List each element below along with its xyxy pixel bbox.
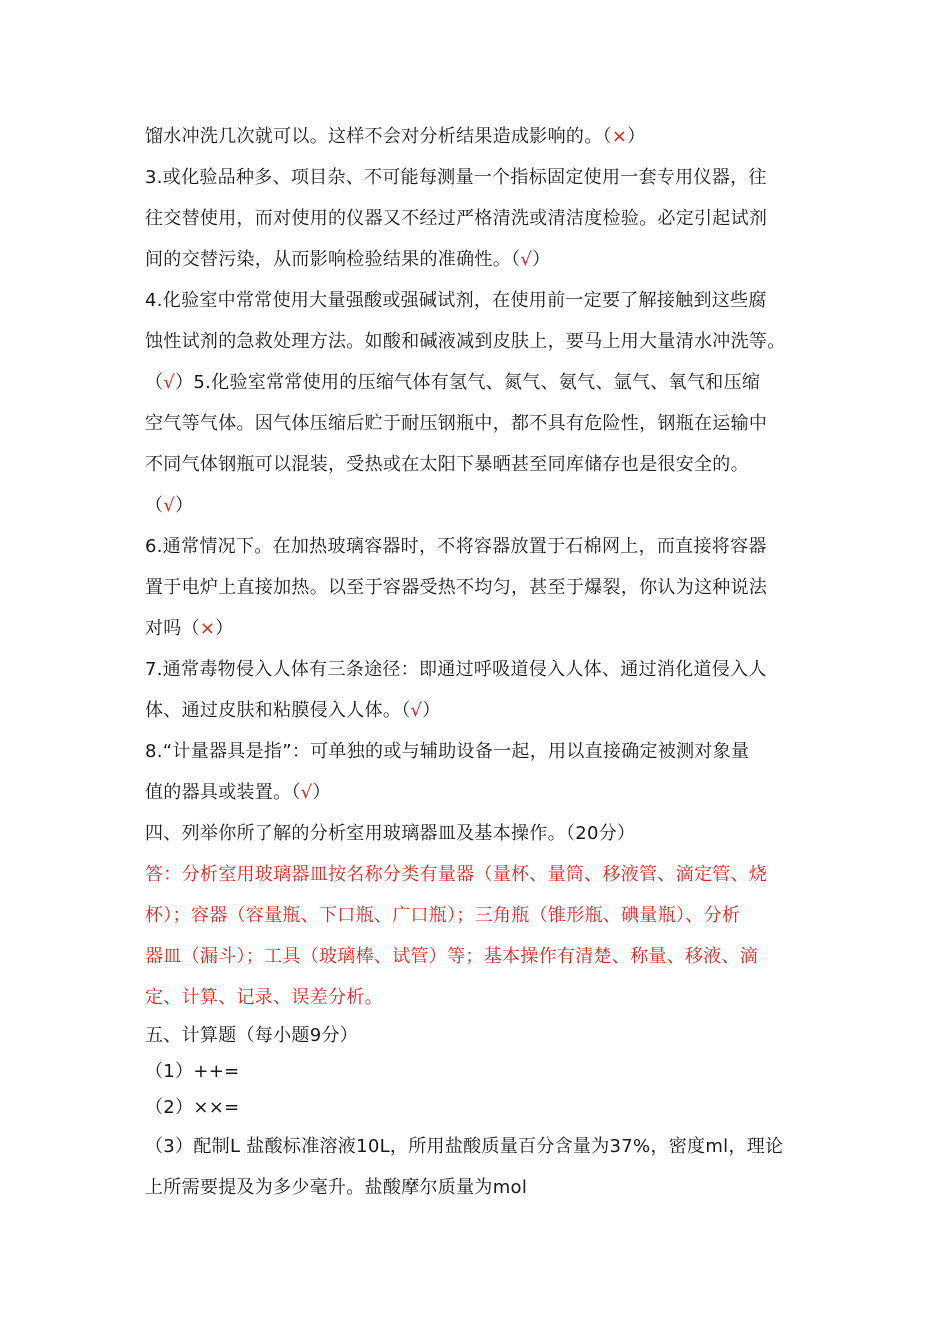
line-text: 3.或化验品种多、项目杂、不可能每测量一个指标固定使用一套专用仪器，往 bbox=[145, 167, 767, 188]
calc-question-3-line-1: （3）配制L 盐酸标准溶液10L，所用盐酸质量百分含量为37%，密度ml，理论 bbox=[145, 1136, 784, 1157]
line-text: 6.通常情况下。在加热玻璃容器时，不将容器放置于石棉网上，而直接将容器 bbox=[145, 536, 767, 557]
text-line bbox=[145, 239, 825, 280]
answer-line: 器皿（漏斗）；工具（玻璃棒、试管）等；基本操作有清楚、称量、移液、滴 bbox=[145, 946, 759, 967]
line-text: 对吗（ bbox=[145, 618, 200, 639]
check-mark: √ bbox=[163, 372, 176, 393]
line-text-after: ） bbox=[532, 249, 551, 270]
line-text: 置于电炉上直接加热。以至于容器受热不均匀，甚至于爆裂，你认为这种说法 bbox=[145, 577, 768, 598]
line-text-after: ） bbox=[175, 495, 194, 516]
calc-question-3-line-2: 上所需要提及为多少毫升。盐酸摩尔质量为mol bbox=[145, 1177, 528, 1198]
line-text: 值的器具或装置。（ bbox=[145, 782, 301, 803]
text-line bbox=[145, 403, 825, 444]
line-text: （ bbox=[145, 495, 164, 516]
cross-mark: × bbox=[199, 618, 216, 639]
answer-line: 杯）；容器（容量瓶、下口瓶、广口瓶）；三角瓶（锥形瓶、碘量瓶）、分析 bbox=[145, 905, 741, 926]
line-text: （ bbox=[145, 372, 164, 393]
line-text-after: ） bbox=[312, 782, 331, 803]
answer-line: 定、计算、记录、误差分析。 bbox=[145, 987, 383, 1008]
section5-title: 五、计算题（每小题9分） bbox=[145, 1025, 359, 1046]
text-line bbox=[145, 280, 825, 321]
text-line bbox=[145, 116, 825, 157]
line-text: 往交替使用，而对使用的仪器又不经过严格清洗或清洁度检验。必定引起试剂 bbox=[145, 208, 768, 229]
text-line bbox=[145, 485, 825, 526]
check-mark: √ bbox=[410, 700, 423, 721]
text-line bbox=[145, 444, 825, 485]
text-line bbox=[145, 690, 825, 731]
answer-block bbox=[145, 854, 825, 1018]
line-text-after: ） bbox=[627, 126, 646, 147]
text-line bbox=[145, 362, 825, 403]
line-text: 空气等气体。因气体压缩后贮于耐压钢瓶中，都不具有危险性，钢瓶在运输中 bbox=[145, 413, 768, 434]
line-text: 蚀性试剂的急救处理方法。如酸和碱液减到皮肤上，要马上用大量清水冲洗等。 bbox=[145, 331, 786, 352]
text-line bbox=[145, 608, 825, 649]
check-mark: √ bbox=[163, 495, 176, 516]
line-text: 四、列举你所了解的分析室用玻璃器皿及基本操作。（20分） bbox=[145, 823, 636, 844]
line-text: 4.化验室中常常使用大量强酸或强碱试剂，在使用前一定要了解接触到这些腐 bbox=[145, 290, 767, 311]
check-mark: √ bbox=[300, 782, 313, 803]
text-line bbox=[145, 649, 825, 690]
text-line bbox=[145, 157, 825, 198]
line-text: 不同气体钢瓶可以混装，受热或在太阳下暴晒甚至同库储存也是很安全的。 bbox=[145, 454, 749, 475]
text-line bbox=[145, 731, 825, 772]
line-text: 间的交替污染，从而影响检验结果的准确性。（ bbox=[145, 249, 521, 270]
text-line bbox=[145, 772, 825, 813]
text-line bbox=[145, 526, 825, 567]
text-line bbox=[145, 321, 825, 362]
calc-question-2: （2）××= bbox=[145, 1097, 240, 1118]
line-text: 7.通常毒物侵入人体有三条途径：即通过呼吸道侵入人体、通过消化道侵入人 bbox=[145, 659, 767, 680]
check-mark: √ bbox=[520, 249, 533, 270]
calc-question-1: （1）++= bbox=[145, 1061, 240, 1082]
line-text-after: ）5.化验室常常使用的压缩气体有氢气、氮气、氨气、氩气、氧气和压缩 bbox=[175, 372, 761, 393]
line-text: 馏水冲洗几次就可以。这样不会对分析结果造成影响的。（ bbox=[145, 126, 612, 147]
line-text: 8.“计量器具是指”：可单独的或与辅助设备一起，用以直接确定被测对象量 bbox=[145, 741, 750, 762]
text-line bbox=[145, 198, 825, 239]
text-line bbox=[145, 567, 825, 608]
answer-line: 答：分析室用玻璃器皿按名称分类有量器（量杯、量筒、移液管、滴定管、烧 bbox=[145, 864, 768, 885]
cross-mark: × bbox=[611, 126, 628, 147]
line-text-after: ） bbox=[215, 618, 234, 639]
text-line bbox=[145, 813, 825, 854]
document-body bbox=[145, 116, 825, 1208]
line-text-after: ） bbox=[422, 700, 441, 721]
question-lines bbox=[145, 116, 825, 854]
line-text: 体、通过皮肤和粘膜侵入人体。（ bbox=[145, 700, 411, 721]
